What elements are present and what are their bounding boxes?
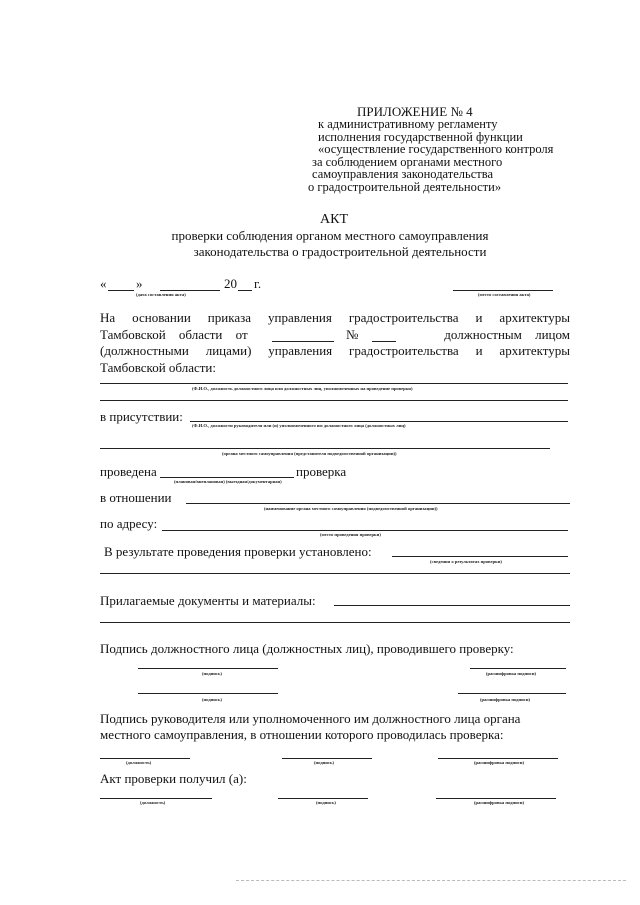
presence-label: в присутствии: [100,409,183,424]
conducted-label: проведена [100,464,157,479]
place-caption: (место составления акта) [478,292,531,297]
appendix-line: о градостроительной деятельности» [308,179,502,194]
appendix-title: ПРИЛОЖЕНИЕ № 4 [357,104,473,119]
order-number-field[interactable] [372,341,396,342]
appendix-text [308,118,553,194]
inspector-decode-caption-2: (расшифровка подписи) [480,697,531,702]
received-position-caption: (должность) [140,800,166,805]
basis-line-2-start: Тамбовской области от [100,326,248,342]
place-field[interactable] [453,290,553,291]
date-year-prefix: 20 [224,276,237,291]
order-date-field[interactable] [272,341,334,342]
basis-line-2 [100,327,570,344]
appendix-line: к административному регламенту [318,117,498,131]
appendix-line: самоуправления законодательства [312,167,494,182]
inspector-sign-caption: (подпись) [202,671,222,676]
appendix-line: исполнения государственной функции [318,129,523,144]
date-day-field[interactable] [108,290,134,291]
received-decode-caption: (расшифровка подписи) [474,800,525,805]
address-label: по адресу: [100,516,158,531]
inspector-decode-field-2[interactable] [458,693,566,694]
attached-field[interactable] [334,605,570,606]
date-year-field[interactable] [238,290,252,291]
presence-field-2[interactable] [100,448,550,449]
conducted-type-field[interactable] [160,477,294,478]
received-sign-field[interactable] [278,798,368,799]
received-position-field[interactable] [100,798,212,799]
received-sign-caption: (подпись) [316,800,336,805]
inspector-decode-caption: (расшифровка подписи) [486,671,537,676]
head-decode-caption: (расшифровка подписи) [474,760,525,765]
result-field-2[interactable] [100,573,570,574]
presence-caption-2: (органа местного самоуправления (представителя подведомственной организации)) [222,451,397,456]
date-close-quote: » [136,276,143,291]
result-field[interactable] [392,556,568,557]
head-sign-caption: (подпись) [314,760,334,765]
result-caption: (сведения о результатах проверки) [430,559,502,564]
regarding-caption: (наименование органа местного самоуправления (подведомственной организации)) [264,506,438,511]
inspector-decode-field[interactable] [470,668,566,669]
conducted-word: проверка [296,464,347,479]
inspector-sign-field[interactable] [138,668,278,669]
appendix-line: «осуществление государственного контроля [318,142,554,157]
regarding-label: в отношении [100,490,172,505]
basis-paragraph [100,310,570,376]
address-field[interactable] [162,530,568,531]
act-subtitle-1: проверки соблюдения органом местного самоуправления [171,228,489,243]
date-caption: (дата составления акта) [136,292,186,297]
inspector-name-field[interactable] [100,383,568,384]
date-open-quote: « [100,276,107,291]
result-label: В результате проведения проверки установлено: [104,544,372,559]
received-label: Акт проверки получил (а): [100,771,247,786]
basis-line-1: На основании приказа управления градостроительства и архитектуры [100,310,570,325]
basis-line-4: Тамбовской области: [100,359,216,375]
inspector-signature-label: Подпись должностного лица (должностных лиц), проводившего проверку: [100,641,514,656]
address-caption: (место проведения проверки) [320,532,381,537]
order-number-sign: № [346,326,359,342]
presence-field[interactable] [190,421,568,422]
act-title: АКТ [320,212,348,227]
appendix-line: за соблюдением органами местного [312,154,503,169]
head-position-field[interactable] [100,758,190,759]
inspector-name-field-2[interactable] [100,400,568,401]
received-decode-field[interactable] [436,798,556,799]
date-year-suffix: г. [254,276,262,291]
attached-label: Прилагаемые документы и материалы: [100,593,316,608]
act-subtitle-2: законодательства о градостроительной деятельности [193,244,487,259]
basis-line-3: (должностными лицами) управления градостроительства и архитектуры [100,343,570,358]
basis-caption: (Ф.И.О., должность должностного лица или должностных лиц, уполномоченных на проведение проверки) [192,386,413,391]
head-decode-field[interactable] [438,758,558,759]
attached-field-2[interactable] [100,622,570,623]
inspector-sign-caption-2: (подпись) [202,697,222,702]
inspector-sign-field-2[interactable] [138,693,278,694]
regarding-field[interactable] [186,503,570,504]
scan-artifact-line [236,880,626,881]
head-position-caption: (должность) [126,760,152,765]
presence-caption-1: (Ф.И.О., должности руководителя или (и) уполномоченного им должностного лица (должностных лиц) [192,423,406,428]
date-month-field[interactable] [160,290,220,291]
head-sign-field[interactable] [282,758,372,759]
head-signature-label-1: Подпись руководителя или уполномоченного им должностного лица органа [100,711,521,726]
conducted-caption: (плановая/внеплановая) (выездная/документарная) [174,479,282,484]
head-signature-label-2: местного самоуправления, в отношении которого проводилась проверка: [100,727,504,742]
basis-line-2-end: должностным лицом [444,326,570,342]
